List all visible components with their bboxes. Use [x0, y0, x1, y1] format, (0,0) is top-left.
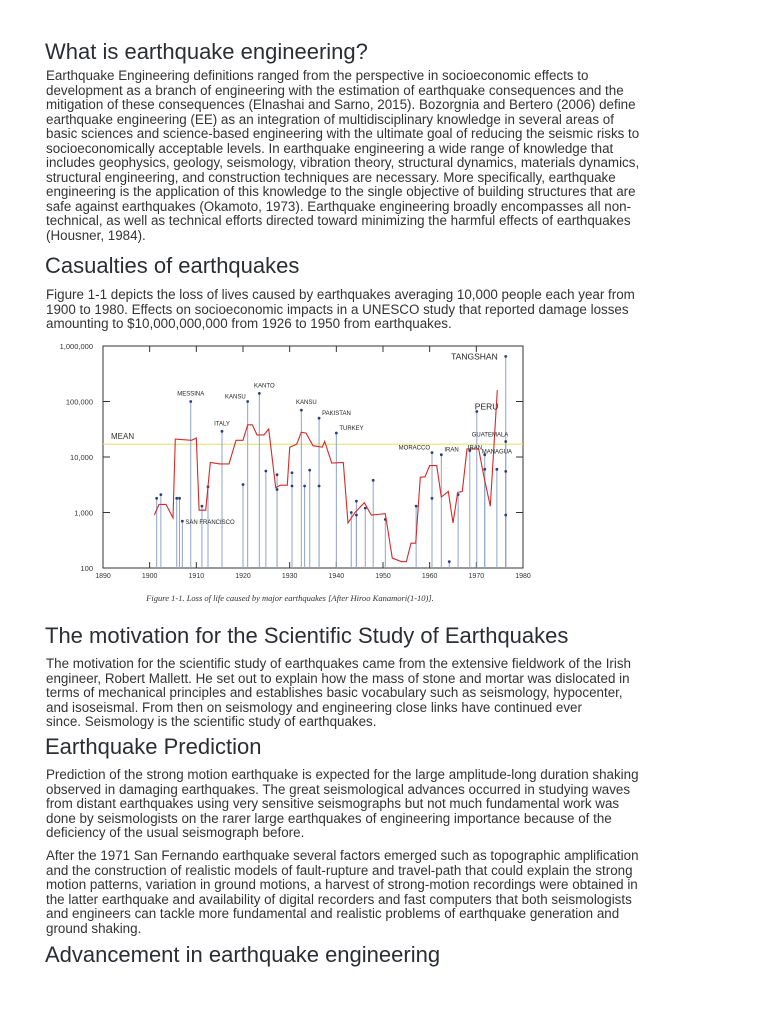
x-tick-label: 1960: [421, 573, 438, 580]
paragraph-line: earthquake engineering (EE) as an integration of multidisciplinary knowledge in several areas of: [46, 111, 614, 127]
event-point: [440, 453, 443, 456]
paragraph-line: engineer, Robert Mallett. He set out to explain how the mass of stone and mortar was dislocated in: [46, 670, 630, 686]
event-label: PERU: [474, 401, 499, 412]
paragraph-line: Prediction of the strong motion earthquake is expected for the large amplitude-long duration shaking: [46, 767, 639, 782]
event-point: [300, 409, 303, 412]
earthquake-deaths-chart: [40, 335, 540, 610]
paragraph-line: terms of mechanical principles and establishes basic vocabulary such as seismology, hypocenter,: [46, 685, 623, 700]
paragraph: [46, 768, 639, 841]
paragraph-line: socioeconomically acceptable levels. In earthquake engineering a wide range of knowledge that: [46, 140, 614, 156]
event-label: MESSINA: [177, 391, 205, 398]
x-tick-label: 1900: [141, 573, 158, 580]
paragraph-line: ground shaking.: [46, 920, 142, 936]
mean-label: MEAN: [111, 432, 135, 442]
paragraph-line: 1900 to 1980. Effects on socioeconomic impacts in a UNESCO study that reported damage losses: [46, 301, 629, 317]
y-tick-label: 10,000: [70, 453, 93, 462]
event-point: [181, 520, 184, 523]
paragraph-line: technical, as well as technical efforts directed toward minimizing the harmful effects of earthquakes: [46, 213, 631, 228]
paragraph-line: Figure 1-1 depicts the loss of lives caused by earthquakes averaging 10,000 people each year from: [46, 287, 635, 302]
section-heading: Casualties of earthquakes: [45, 253, 300, 278]
event-point: [504, 514, 507, 517]
x-tick-label: 1890: [95, 573, 111, 580]
section-heading: What is earthquake engineering?: [45, 39, 368, 64]
event-point: [276, 473, 279, 476]
x-tick-label: 1980: [515, 573, 531, 580]
event-label: MORACCO: [398, 445, 430, 452]
y-tick-label: 1,000: [74, 508, 93, 518]
event-point: [372, 479, 375, 482]
event-point: [201, 505, 204, 508]
paragraph: [46, 69, 639, 243]
event-label: MANAGUA: [481, 449, 513, 456]
section-heading: The motivation for the Scientific Study of Earthquakes: [45, 623, 569, 648]
section-heading: Advancement in earthquake engineering: [45, 942, 441, 967]
event-point: [189, 400, 192, 403]
paragraph: [46, 849, 639, 936]
paragraph-line: safe against earthquakes (Okamoto, 1973). Earthquake engineering broadly encompasses all non-: [46, 198, 632, 214]
event-point: [175, 497, 178, 500]
paragraph-line: since. Seismology is the scientific study of earthquakes.: [46, 714, 377, 729]
event-point: [155, 497, 158, 500]
event-point: [221, 430, 224, 433]
paragraph-line: from distant earthquakes using very sensitive seismographs but not much fundamental work was: [46, 796, 620, 811]
event-point: [318, 417, 321, 420]
event-point: [448, 560, 451, 563]
event-label: KANSU: [295, 400, 317, 407]
event-label: KANSU: [224, 394, 246, 401]
x-tick-label: 1950: [375, 573, 391, 580]
event-point: [504, 355, 507, 358]
event-label: TANGSHAN: [451, 351, 498, 362]
event-label: PAKISTAN: [322, 411, 351, 418]
event-point: [264, 470, 267, 473]
y-tick-label: 100: [80, 564, 93, 573]
paragraph: [46, 657, 631, 730]
paragraph-line: development as a branch of engineering with the estimation of earthquake consequences and the: [46, 82, 624, 98]
paragraph-line: and the construction of realistic models of fault-rupture and travel-path that could explain the strong: [46, 862, 633, 878]
figure-caption: Figure 1-1. Loss of life caused by major earthquakes [After Hiroo Kanamori(1-10)].: [146, 593, 434, 603]
x-tick-label: 1910: [188, 573, 205, 580]
event-point: [483, 468, 486, 471]
paragraph-line: (Housner, 1984).: [46, 227, 146, 243]
event-point: [495, 468, 498, 471]
paragraph-line: done by seismologists on the rarer large earthquakes of engineering importance because of the: [46, 810, 612, 826]
paragraph-line: observed in damaging earthquakes. The great seismological advances occurred in studying waves: [46, 781, 631, 797]
event-point: [431, 497, 434, 500]
plot-frame: [103, 346, 523, 568]
paragraph-line: motion patterns, variation in ground motions, a harvest of strong-motion recordings were obtained in: [46, 877, 638, 892]
event-label: ITALY: [214, 421, 230, 428]
event-point: [258, 392, 261, 395]
event-point: [318, 485, 321, 488]
event-label: KANTO: [254, 383, 275, 390]
y-tick-label: 100,000: [65, 397, 93, 407]
event-point: [291, 485, 294, 488]
event-point: [415, 505, 418, 508]
paragraph-line: and isoseismal. From then on seismology and engineering close links have continued ever: [46, 699, 582, 715]
event-point: [178, 497, 181, 500]
paragraph-line: and engineers can tackle more fundamental and realistic problems of earthquake generation and: [46, 906, 620, 921]
event-point: [350, 511, 353, 514]
event-point: [308, 469, 311, 472]
paragraph-line: The motivation for the scientific study of earthquakes came from the extensive fieldwork of the Irish: [46, 656, 631, 671]
event-point: [159, 493, 162, 496]
event-label: IRAN: [444, 447, 459, 454]
paragraph-line: Earthquake Engineering definitions ranged from the perspective in socioeconomic effects to: [46, 68, 589, 83]
event-point: [504, 470, 507, 473]
paragraph-line: includes geophysics, geology, seismology, vibration theory, structural dynamics, materials dynamics,: [46, 155, 640, 170]
event-point: [291, 471, 294, 474]
event-point: [242, 483, 245, 486]
paragraph-line: the latter earthquake and availability of digital recorders and fast computers that both seismologists: [46, 891, 632, 907]
paragraph-line: basic sciences and science-based engineering with the ultimate goal of reducing the seismic risks to: [46, 126, 640, 141]
section-heading: Earthquake Prediction: [45, 734, 262, 759]
paragraph-line: engineering is the application of this knowledge to the single objective of building structures that are: [46, 184, 636, 199]
event-point: [276, 488, 279, 491]
paragraph-line: deficiency of the usual seismograph before.: [46, 825, 305, 840]
y-tick-label: 1,000,000: [59, 342, 93, 351]
event-point: [246, 400, 249, 403]
paragraph: [46, 288, 635, 332]
x-tick-label: 1930: [281, 573, 298, 580]
paragraph-line: amounting to $10,000,000,000 from 1926 to 1950 from earthquakes.: [46, 316, 452, 331]
paragraph-line: structural engineering, and construction techniques are necessary. More specifically, earthquake: [46, 169, 616, 185]
event-label: IRAN: [467, 445, 483, 452]
event-point: [504, 440, 507, 443]
event-point: [335, 432, 338, 435]
event-label: SAN FRANCISCO: [185, 520, 235, 527]
event-point: [303, 485, 306, 488]
event-label: GUATEMALA: [471, 432, 509, 439]
paragraph-line: mitigation of these consequences (Elnashai and Sarno, 2015). Bozorgnia and Bertero (2006) define: [46, 97, 636, 112]
paragraph-line: After the 1971 San Fernando earthquake several factors emerged such as topographic amplification: [46, 848, 639, 863]
event-point: [355, 514, 358, 517]
x-tick-label: 1940: [328, 573, 345, 580]
event-point: [431, 451, 434, 454]
event-label: TURKEY: [339, 426, 364, 433]
x-tick-label: 1970: [468, 573, 485, 580]
event-point: [355, 500, 358, 503]
x-tick-label: 1920: [235, 573, 251, 580]
